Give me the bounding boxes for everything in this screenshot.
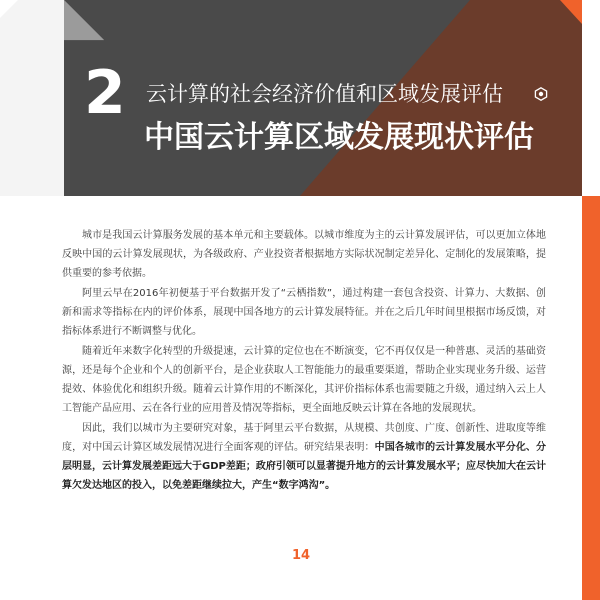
header-corner-shade (0, 0, 64, 196)
body-text (62, 226, 546, 495)
hexagon-circle-icon (534, 87, 548, 101)
page-number: 14 (291, 548, 311, 563)
paragraph-2: 阿里云早在2016年初便基于平台数据开发了“云栖指数”，通过构建一套包含投资、计算力、大数据、创新和需求等指标在内的评价体系，展现中国各地方的云计算发展特征。并在之后几年时间里根据市场反馈，对指标体系进行不断调整与优化。 (62, 288, 546, 337)
paragraph-4-text: 因此，我们以城市为主要研究对象，基于阿里云平台数据，从规模、共创度、广度、创新性、进取度等维度，对中国云计算区域发展情况进行全面客观的评估。研究结果表明： (62, 423, 546, 453)
section-subtitle: 云计算的社会经济价值和区域发展评估 (146, 82, 503, 106)
paragraph-3: 随着近年来数字化转型的升级提速，云计算的定位也在不断演变，它不再仅仅是一种普惠、灵活的基础资源，还是每个企业和个人的创新平台，是企业获取人工智能能力的最重要渠道，帮助企业实现业务升级、运营提效、体验优化和组织升级。随着云计算作用的不断深化，其评价指标体系也需要随之升级，通过纳入云上人工智能产品应用、云在各行业的应用普及情况等指标，更全面地反映云计算在各地的发展现状。 (62, 346, 546, 414)
paragraph-4-highlight: 中国各城市的云计算发展水平分化、分层明显，云计算发展差距远大于GDP差距；政府引领可以显著提升地方的云计算发展水平；应尽快加大在云计算欠发达地区的投入，以免差距继续拉大，产生“数字鸿沟”。 (62, 442, 547, 491)
paragraph-1: 城市是我国云计算服务发展的基本单元和主要载体。以城市维度为主的云计算发展评估，可以更加立体地反映中国的云计算发展现状，为各级政府、产业投资者根据地方实际状况制定差异化、定制化的发展策略，提供重要的参考依据。 (62, 230, 546, 279)
paragraph-4 (62, 419, 546, 495)
page-title: 中国云计算区域发展现状评估 (144, 120, 534, 155)
chapter-number: 2 (84, 58, 126, 128)
